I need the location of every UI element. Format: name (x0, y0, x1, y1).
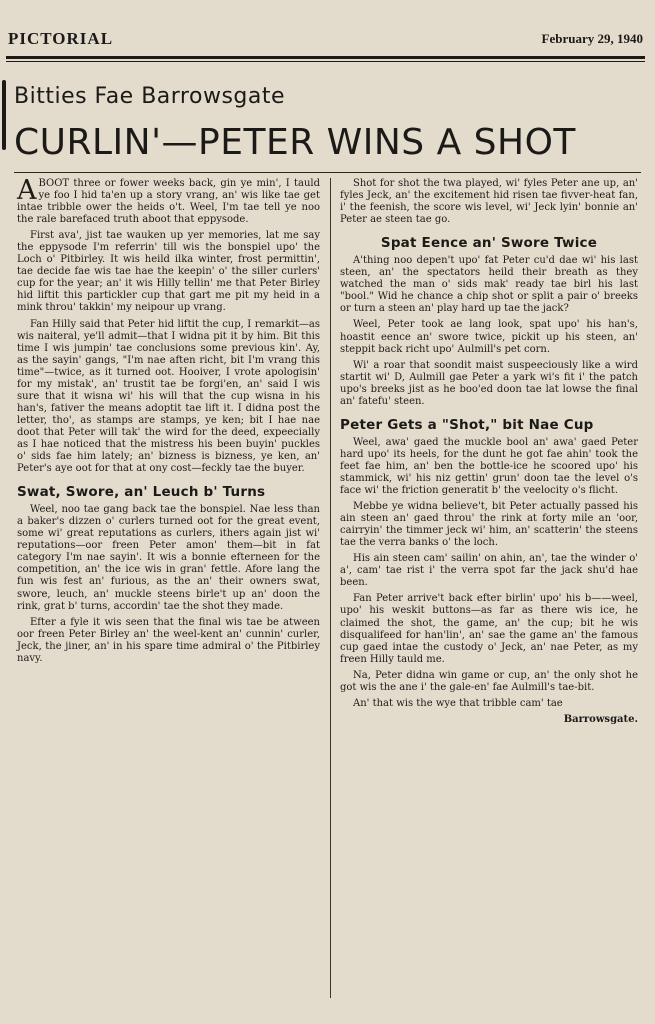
paragraph: ABOOT three or fower weeks back, gin ye min', I tauld ye foo I hid ta'en up a story vrang, an' wis like tae get intae tribble ower the heids o't. Weel, I'm tae tell ye noo the rale barefaced truth aboot that eppysode. (17, 175, 320, 226)
drop-cap: A (17, 175, 37, 206)
paragraph: His ain steen cam' sailin' on ahin, an', tae the winder o' a', cam' tae rist i' the verra spot far the jack shu'd hae been. (340, 553, 638, 589)
masthead (8, 26, 643, 52)
column-divider (330, 178, 331, 998)
right-column (340, 178, 638, 730)
headline-rule (14, 172, 641, 173)
masthead-rule-thick (6, 56, 645, 59)
paragraph: Efter a fyle it wis seen that the final wis tae be atween oor freen Peter Birley an' the weel-kent an' cunnin' curler, Jeck, the jiner, an' in his spare time admiral o' the Pitbirley navy. (17, 616, 320, 664)
paragraph: Weel, awa' gaed the muckle bool an' awa' gaed Peter hard upo' its heels, for the dunt he got fae ahin' took the feet fae him, an' ben the bottle-ice he scoored upo' his stammick, wi' his niz gettin' grun' doon tae the level o's face wi' the friction generatit b' the veelocity o's flicht. (340, 436, 638, 497)
paragraph: Weel, Peter took ae lang look, spat upo' his han's, hoastit eence an' swore twice, pickit up his steen, an' steppit back richt upo' Aulmill's pet corn. (340, 319, 638, 355)
margin-mark (2, 80, 6, 150)
subheading: Swat, Swore, an' Leuch b' Turns (17, 484, 266, 501)
subheading: Spat Eence an' Swore Twice (380, 235, 598, 252)
author-signature: Barrowsgate. (563, 713, 638, 725)
paragraph: Fan Hilly said that Peter hid liftit the cup, I remarkit—as wis naiteral, ye'll admit—that I widna pit it by him. Bit this time I wis jumpin' tae conclusions some previous kin'. Ay, as the sayin' gangs, "I'm nae aften richt, bit I'm vrang this time"—twice, as it turned oot. Hooiver, I vrote apologisin' for my mistak', an' trustit tae be forgi'en, an' said I wis sure that it wisna wi' his will that the cup wisna in his han's, fativer the means adoptit tae lift it. I didna post the letter, tho', as stamps are stamps, ye ken; bit I hae nae doot that Peter will tak' the wird for the deed, expeecially as I hae noticed that the mistress his been buyin' puckles o' sids fae him lately; an' bizness is bizness, ye ken, an' Peter's aye oot for that at ony cost—feckly tae the buyer. (17, 318, 320, 475)
paragraph: First ava', jist tae wauken up yer memories, lat me say the eppysode I'm referrin' till wis the bonspiel upo' the Loch o' Pitbirley. It wis heild ilka winter, frost permittin', tae decide fae wis tae hae the keepin' o' the siller curlers' cup for the year; an' it wis Hilly tellin' me that Peter Birley hid liftit this partickler cup that gart me pit my heid in a mink throu' takkin' my neipour up vrang. (17, 230, 320, 314)
paragraph: Wi' a roar that soondit maist suspeeciously like a wird startit wi' D, Aulmill gae Peter a yark wi's fit i' the patch upo's breeks jist as he boo'ed doon tae lat lowse the final an' fatefu' steen. (340, 359, 638, 407)
paragraph: Mebbe ye widna believe't, bit Peter actually passed his ain steen an' gaed throu' the rink at forty mile an 'oor, cairryin' the timmer jeck wi' him, an' scatterin' the steens tae the verra banks o' the loch. (340, 501, 638, 549)
issue-date: February 29, 1940 (541, 31, 643, 46)
column-kicker: Bitties Fae Barrowsgate (14, 84, 286, 109)
paragraph: Weel, noo tae gang back tae the bonspiel. Nae less than a baker's dizzen o' curlers turned oot for the great event, some wi' great reputations as curlers, ithers again jist wi' reputations—oor freen Peter amon' them—bit in fat category I'm nae sayin'. It wis a bonnie efterneen for the competition, an' the ice wis in gran' fettle. Afore lang the fun wis fest an' furious, as the an' their owners swat, swore, leuch, an' muckle steens birle't up an' doon the rink, grat b' turns, accordin' tae the shot they made. (17, 504, 320, 612)
headline: CURLIN'—PETER WINS A SHOT (14, 122, 576, 163)
paragraph: Na, Peter didna win game or cup, an' the only shot he got wis the ane i' the gale-en' fae Aulmill's tae-bit. (340, 669, 638, 693)
paragraph: A'thing noo depen't upo' fat Peter cu'd dae wi' his last steen, an' the spectators heild their breath as they watched the man o' sids mak' ready tae birl his last "bool." Wid he chance a chip shot or split a pair o' breeks or turn a steen an' play hard up tae the jack? (340, 255, 638, 315)
subheading: Peter Gets a "Shot," bit Nae Cup (340, 416, 594, 433)
paragraph: An' that wis the wye that tribble cam' tae (353, 697, 563, 709)
masthead-rule-thin (6, 61, 645, 62)
publication-name: PICTORIAL (8, 29, 114, 48)
left-column (17, 175, 320, 669)
paragraph: Shot for shot the twa played, wi' fyles Peter ane up, an' fyles Jeck, an' the excitement hid risen tae fivver-heat fan, i' the feenish, the score wis level, wi' Jeck lyin' bonnie an' Peter ae steen tae go. (340, 178, 638, 226)
paragraph: Fan Peter arrive't back efter birlin' upo' his b——weel, upo' his weskit buttons—as far as there wis ice, he claimed the shot, the game, an' the cup; bit he wis disqualifeed for han'lin', an' sae the game an' the famous cup gaed intae the custody o' Jeck, an' nae Peter, as my freen Hilly tauld me. (340, 593, 638, 665)
